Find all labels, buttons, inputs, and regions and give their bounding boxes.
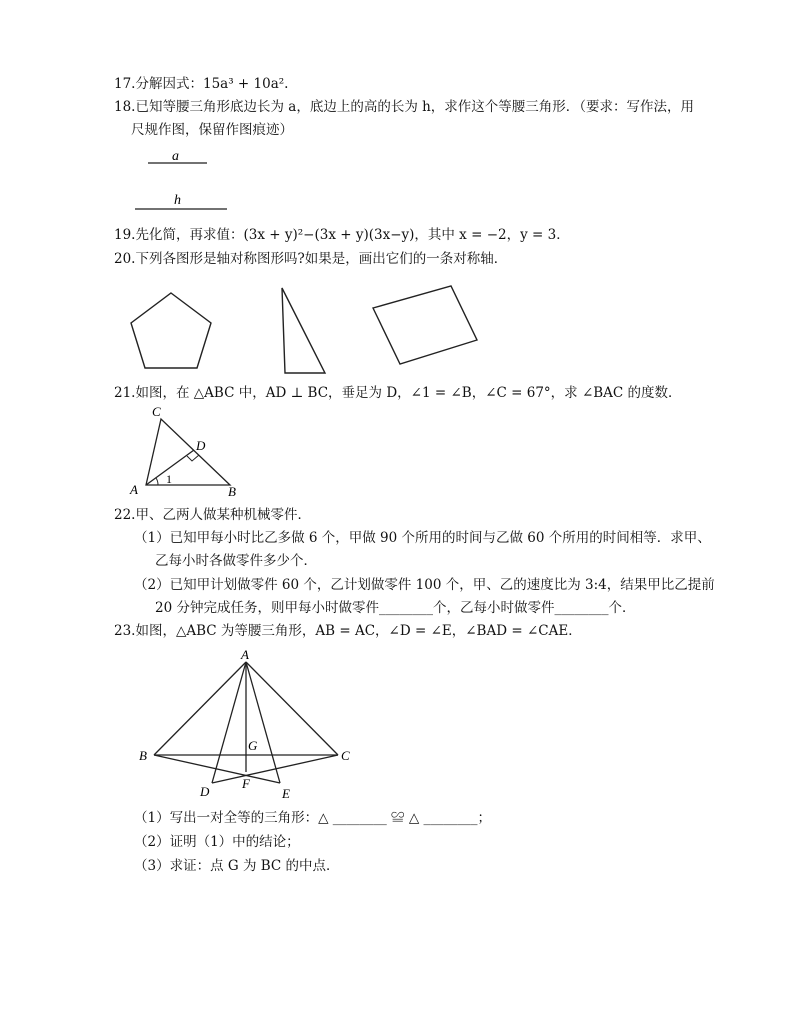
question-22 — [114, 506, 311, 524]
question-text: 如图，△ABC 为等腰三角形，AB = AC，∠D = ∠E，∠BAD = ∠CAE． — [135, 623, 582, 639]
question-17 — [114, 75, 288, 93]
angle-1-arc — [156, 478, 158, 485]
q22-part2-line2 — [155, 599, 635, 617]
question-23 — [114, 622, 582, 640]
angle-1-label: 1 — [166, 472, 172, 486]
question-number: 17. — [114, 76, 136, 92]
q23-geometry-figure — [134, 646, 374, 806]
segment-ad — [212, 662, 246, 783]
segment-ab — [154, 662, 246, 755]
q23-part1 — [134, 809, 491, 827]
q22-part2-line1 — [134, 576, 715, 594]
q18-segments-figure — [132, 142, 252, 212]
question-19 — [114, 226, 570, 244]
segment-ae — [246, 662, 280, 783]
question-text: 分解因式：15a³ + 10a². — [135, 76, 289, 92]
vertex-a-label: A — [241, 647, 249, 662]
subquestion-text: （1）已知甲每小时比乙多做 6 个，甲做 90 个所用的时间与乙做 60 个所用的时间相等．求甲、 — [134, 530, 711, 546]
subquestion-text: （3）求证：点 G 为 BC 的中点． — [134, 858, 340, 874]
q21-triangle-figure — [126, 404, 256, 496]
segment-cd — [212, 755, 338, 783]
subquestion-text: 20 分钟完成任务，则甲每小时做零件________个，乙每小时做零件________个． — [155, 600, 636, 616]
vertex-c-label: C — [341, 748, 350, 763]
question-text-continued: 尺规作图，保留作图痕迹） — [131, 122, 293, 138]
q23-part3 — [134, 857, 340, 875]
vertex-c-label: C — [152, 404, 161, 419]
segment-ac — [246, 662, 338, 755]
question-number: 18. — [114, 99, 136, 115]
q20-shapes-figure — [125, 284, 505, 384]
question-number: 21. — [114, 385, 136, 401]
question-number: 23. — [114, 623, 136, 639]
vertex-d-label: D — [196, 438, 206, 453]
segment-a-label: a — [172, 149, 179, 164]
right-angle-mark — [187, 455, 199, 461]
question-20 — [114, 250, 507, 268]
question-18-line2 — [131, 121, 293, 139]
vertex-e-label: E — [282, 786, 290, 801]
subquestion-text: （2）证明（1）中的结论； — [134, 834, 300, 850]
question-text: 甲、乙两人做某种机械零件． — [135, 507, 311, 523]
question-text: 已知等腰三角形底边长为 a，底边上的高的长为 h，求作这个等腰三角形．（要求：写作法，用 — [135, 99, 695, 115]
point-f-label: F — [242, 776, 250, 791]
question-text: 先化简，再求值：(3x + y)²−(3x + y)(3x−y)，其中 x = −2，y = 3． — [135, 227, 570, 243]
question-21 — [114, 384, 682, 402]
q23-part2 — [134, 833, 300, 851]
pentagon-shape — [131, 293, 211, 368]
question-text: 下列各图形是轴对称图形吗?如果是，画出它们的一条对称轴． — [135, 251, 508, 267]
question-number: 19. — [114, 227, 136, 243]
vertex-b-label: B — [228, 484, 236, 496]
q22-part1-line1 — [134, 529, 711, 547]
right-triangle-shape — [282, 288, 325, 373]
question-number: 20. — [114, 251, 136, 267]
subquestion-text: 乙每小时各做零件多少个． — [155, 553, 317, 569]
segment-be — [154, 755, 280, 783]
point-g-label: G — [248, 738, 258, 753]
q22-part1-line2 — [155, 552, 317, 570]
vertex-d-label: D — [200, 784, 210, 799]
question-18 — [114, 98, 694, 116]
subquestion-text: （2）已知甲计划做零件 60 个，乙计划做零件 100 个，甲、乙的速度比为 3:4，结果甲比乙提前 — [134, 577, 715, 593]
rectangle-shape — [373, 286, 477, 364]
vertex-b-label: B — [139, 748, 147, 763]
question-number: 22. — [114, 507, 136, 523]
segment-h-label: h — [174, 193, 181, 208]
vertex-a-label: A — [130, 482, 138, 496]
subquestion-text: （1）写出一对全等的三角形：△ ________ ≌ △ ________； — [134, 810, 492, 826]
question-text: 如图，在 △ABC 中，AD ⊥ BC，垂足为 D，∠1 = ∠B，∠C = 67°，求 ∠BAC 的度数． — [135, 385, 682, 401]
